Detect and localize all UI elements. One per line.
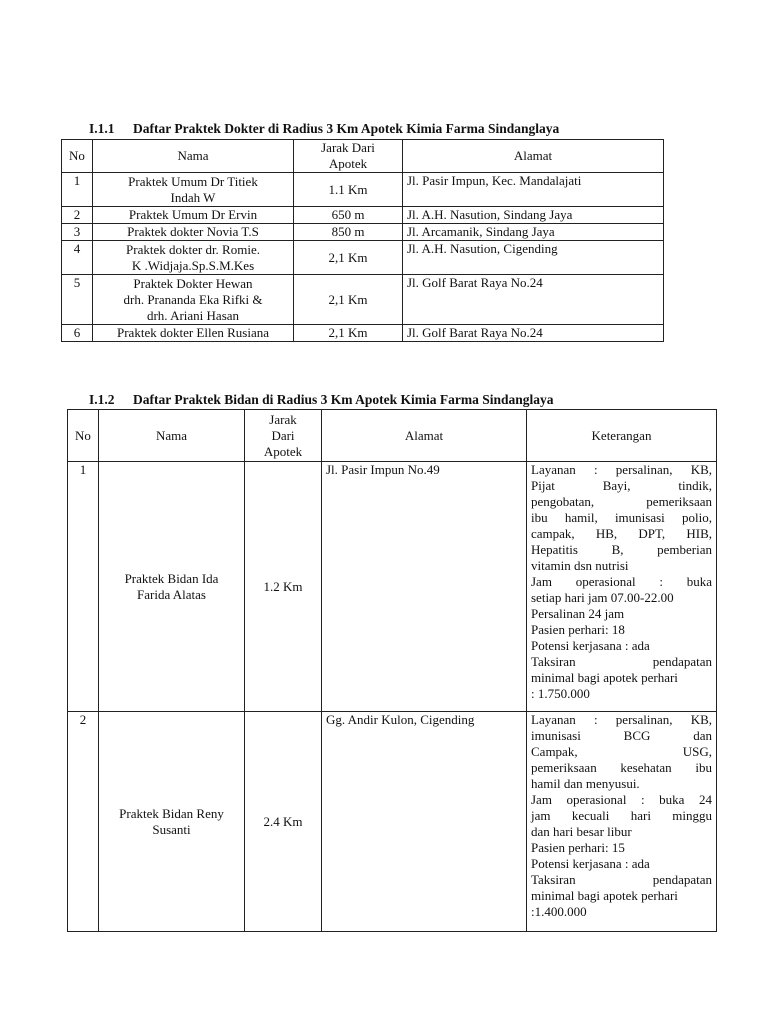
table-row: 5 Praktek Dokter Hewan drh. Prananda Eka Rifki & drh. Ariani Hasan 2,1 Km Jl. Golf Barat Raya No.24 [62,275,664,325]
section1-title: Daftar Praktek Dokter di Radius 3 Km Apotek Kimia Farma Sindanglaya [133,121,560,136]
header-keterangan: Keterangan [527,410,717,462]
header-nama: Nama [93,140,294,173]
section1-heading [89,121,559,137]
header-alamat: Alamat [322,410,527,462]
doctor-table-header-row [62,140,664,173]
header-jarak: Jarak Dari Apotek [294,140,403,173]
header-no: No [68,410,99,462]
section1-number: I.1.1 [89,121,115,136]
table-row: 2 Praktek Bidan Reny Susanti 2.4 Km Gg. Andir Kulon, Cigending Layanan : persalinan, KB, imunisasi BCG dan Campak, USG, pemeriksaan kesehatan ibu hamil dan menyusui. Jam operasional : buka 24 jam kecuali hari minggu dan hari besar libur Pasien perhari: 15 Potensi kerjasana : ada Taksiran pendapatan minimal bagi apotek perhari :1.400.000 [68,712,717,932]
header-nama: Nama [99,410,245,462]
header-jarak: Jarak Dari Apotek [245,410,322,462]
section2-heading [89,392,554,408]
table-row: 2 Praktek Umum Dr Ervin 650 m Jl. A.H. Nasution, Sindang Jaya [62,207,664,224]
keterangan-cell: Layanan : persalinan, KB, imunisasi BCG dan Campak, USG, pemeriksaan kesehatan ibu hamil dan menyusui. Jam operasional : buka 24 jam kecuali hari minggu dan hari besar libur Pasien perhari: 15 Potensi kerjasana : ada Taksiran pendapatan minimal bagi apotek perhari :1.400.000 [527,712,717,932]
keterangan-cell: Layanan : persalinan, KB, Pijat Bayi, tindik, pengobatan, pemeriksaan ibu hamil, imunisasi polio, campak, HB, DPT, HIB, Hepatitis B, pemberian vitamin dsn nutrisi Jam operasional : buka setiap hari jam 07.00-22.00 Persalinan 24 jam Pasien perhari: 18 Potensi kerjasana : ada Taksiran pendapatan minimal bagi apotek perhari : 1.750.000 [527,462,717,712]
section2-number: I.1.2 [89,392,115,407]
table-row: 6 Praktek dokter Ellen Rusiana 2,1 Km Jl. Golf Barat Raya No.24 [62,325,664,342]
header-no: No [62,140,93,173]
table-row: 1 Praktek Bidan Ida Farida Alatas 1.2 Km Jl. Pasir Impun No.49 Layanan : persalinan, KB, Pijat Bayi, tindik, pengobatan, pemeriksaan ibu hamil, imunisasi polio, campak, HB, DPT, HIB, Hepatitis B, pemberian vitamin dsn nutrisi Jam operasional : buka setiap hari jam 07.00-22.00 Persalinan 24 jam Pasien perhari: 18 Potensi kerjasana : ada Taksiran pendapatan minimal bagi apotek perhari : 1.750.000 [68,462,717,712]
table-row: 3 Praktek dokter Novia T.S 850 m Jl. Arcamanik, Sindang Jaya [62,224,664,241]
table-row: 1 Praktek Umum Dr Titiek Indah W 1.1 Km Jl. Pasir Impun, Kec. Mandalajati [62,173,664,207]
midwife-table-header-row [68,410,717,462]
table-row: 4 Praktek dokter dr. Romie. K .Widjaja.Sp.S.M.Kes 2,1 Km Jl. A.H. Nasution, Cigending [62,241,664,275]
doctor-table [61,139,664,342]
header-alamat: Alamat [403,140,664,173]
section2-title: Daftar Praktek Bidan di Radius 3 Km Apotek Kimia Farma Sindanglaya [133,392,554,407]
midwife-table [67,409,717,932]
